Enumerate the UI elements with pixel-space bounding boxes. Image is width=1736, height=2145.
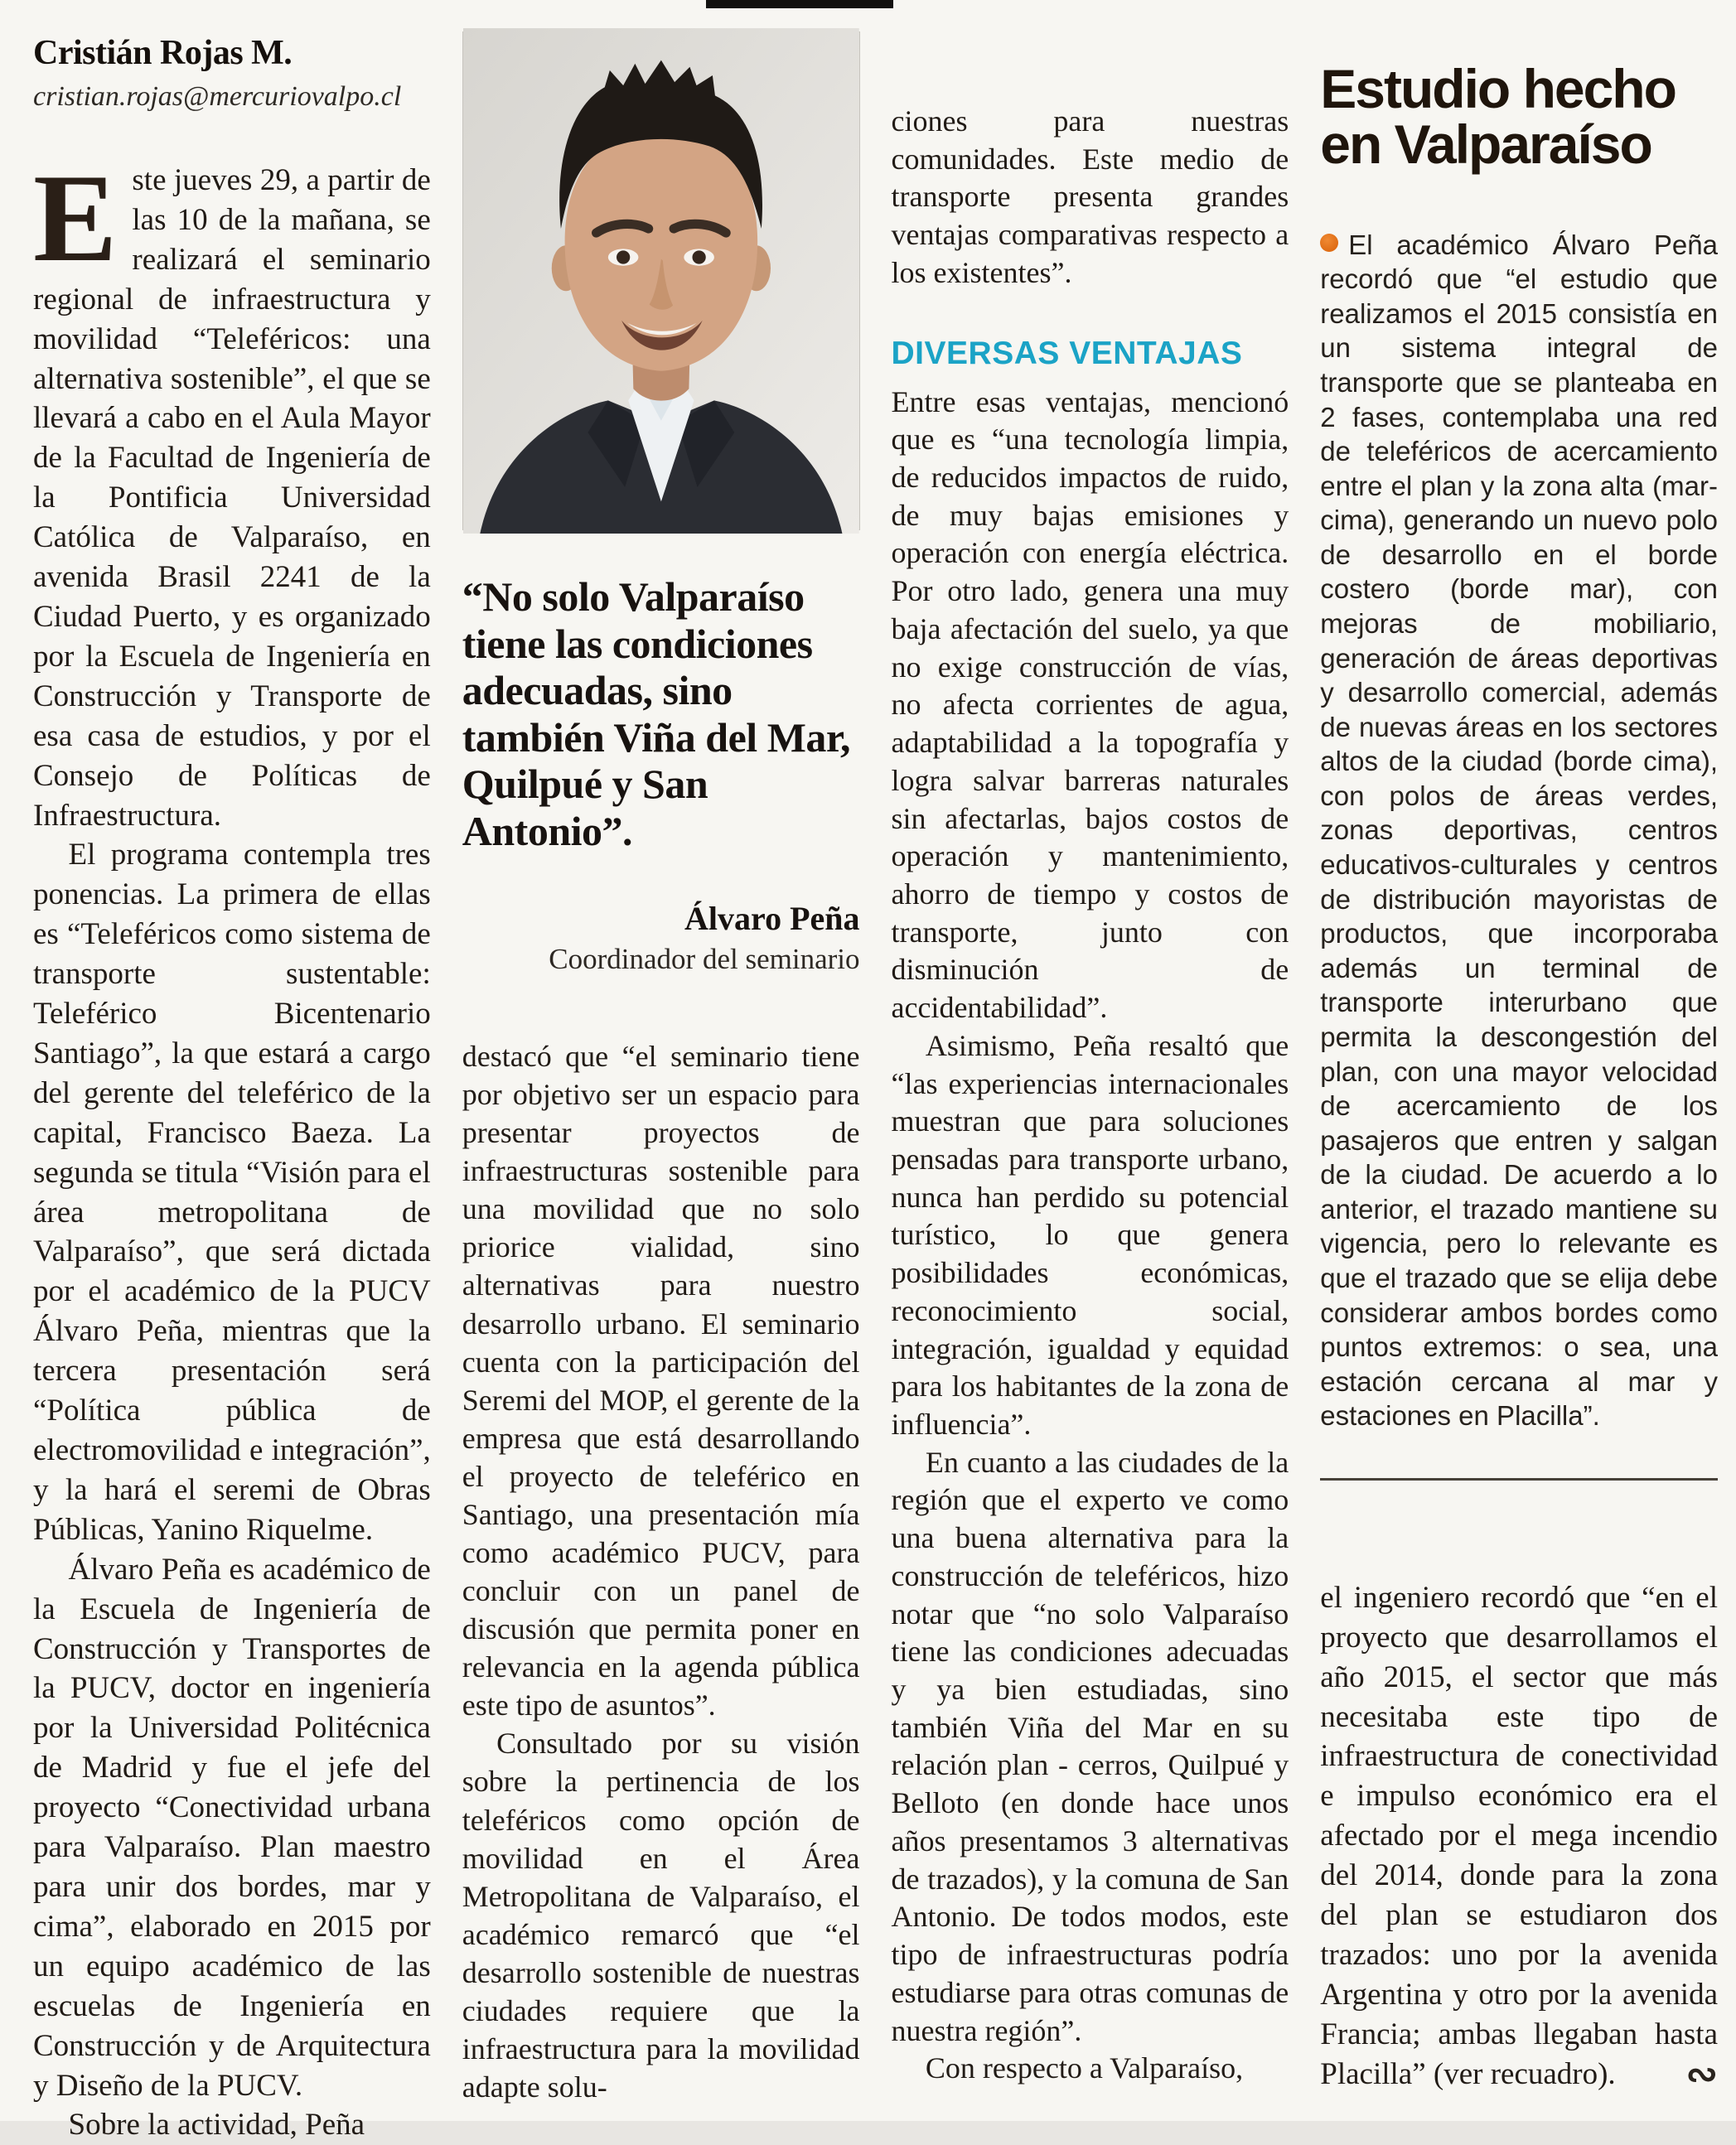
quote-author: Álvaro Peña: [684, 900, 860, 937]
article-paragraph: Con respecto a Valparaíso,: [925, 2051, 1244, 2085]
article-continuation: [1320, 1578, 1718, 2094]
bullet-icon: [1320, 234, 1338, 252]
sidebar-paragraph: [1320, 228, 1718, 1433]
pull-quote: “No solo Valparaíso tiene las condiciones adecuadas, sino también Viña del Mar, Quilpué y San Antonio”.: [462, 573, 850, 854]
article-paragraph: [33, 148, 431, 835]
sidebar-text: El académico Álvaro Peña recordó que “el estudio que realizamos el 2015 consistía en un sistema integral de transporte que se planteaba en 2 fases, contemplaba una red de teleféricos de acercamiento entre el plan y la zona alta (mar-cima), generando un nuevo polo de desarrollo en el borde costero (borde mar), con mejoras de mobiliario, generación de áreas deportivas y desarrollo comercial, además de nuevas áreas en los sectores altos de la ciudad (borde cima), con polos de áreas verdes, zonas deportivas, centros educativos-culturales y centros de distribución mayoristas de productos, que incorporaba además un terminal de transporte interurbano que permita la descongestión del plan, con una mayor velocidad de acercamiento de los pasajeros que entren y salgan de la ciudad. De acuerdo a lo anterior, el trazado mantiene su vigencia, pero lo relevante es que el trazado que se elija debe considerar ambos bordes como puntos extremos: o sea, una estación cercana al mar y estaciones en Placilla”.: [1320, 229, 1718, 1432]
paragraph-text: ste jueves 29, a partir de las 10 de la mañana, se realizará el seminario regional de infraestructura y movilidad “Teleféricos: una alternativa sostenible”, el que se llevará a cabo en el Aula Mayor de la Facultad de Ingeniería de la Pontificia Universidad Católica de Valparaíso, en avenida Brasil 2241 de la Ciudad Puerto, y es organizado por la Escuela de Ingeniería en Construcción y Transporte de esa casa de estudios, y por el Consejo de Políticas de Infraestructura.: [33, 163, 431, 833]
article-paragraph: destacó que “el seminario tiene por objetivo ser un espacio para presentar proyectos de infraestructuras sostenible para una movilidad que no solo priorice vialidad, sino alternativas para nuestro desarrollo urbano. El seminario cuenta con la participación del Seremi del MOP, el gerente de la empresa que está desarrollando el proyecto de teleférico en Santiago, una presentación mía como académico PUCV, para concluir con un panel de discusión que permita poner en relevancia en la agenda pública este tipo de asuntos”.: [462, 1040, 860, 1722]
column-3: [892, 22, 1289, 2145]
continuation-text: el ingeniero recordó que “en el proyecto que desarrollamos el año 2015, el sector que más necesitaba este tipo de infraestructura de conectividad e impulso económico era el afectado por el mega incendio del 2014, donde para la zona del plan se estudiaron dos trazados: uno por la avenida Argentina y otro por la avenida Francia; ambas llegaban hasta Placilla” (ver recuadro).: [1320, 1580, 1718, 2091]
article-paragraph: Asimismo, Peña resaltó que “las experiencias internacionales muestran que para soluciones pensadas para transporte urbano, nunca han perdido su potencial turístico, lo que genera posibilidades económicas, reconocimiento social, integración, igualdad y equidad para los habitantes de la zona de influencia”.: [891, 1028, 1289, 1441]
article-paragraph: El programa contempla tres ponencias. La primera de ellas es “Teleféricos como sistema de transporte sustentable: Teleférico Bicentenario Santiago”, la que estará a cargo del gerente del teleférico de la capital, Francisco Baeza. La segunda se titula “Visión para el área metropolitana de Valparaíso”, que será dictada por el académico de la PUCV Álvaro Peña, mientras que la tercera presentación será “Política pública de electromovilidad e integración”, y la hará el seremi de Obras Públicas, Yanino Riquelme.: [33, 838, 431, 1547]
quote-role: Coordinador del seminario: [549, 943, 860, 975]
article-paragraph: Álvaro Peña es académico de la Escuela de Ingeniería de Construcción y Transportes de la PUCV, doctor en ingeniería por la Universidad Politécnica de Madrid y fue el jefe del proyecto “Conectividad urbana para Valparaíso. Plan maestro para unir dos bordes, mar y cima”, elaborado en 2015 por un equipo académico de las escuelas de Ingeniería en Construcción y de Arquitectura y Diseño de la PUCV.: [33, 1552, 431, 2103]
article-paragraph: Entre esas ventajas, mencionó que es “una tecnología limpia, de reducidos impactos de ruido, de muy bajas emisiones y operación con energía eléctrica. Por otro lado, genera una muy baja afectación del suelo, ya que no exige construcción de vías, no afecta corrientes de agua, adaptabilidad a la topografía y logra salvar barreras naturales sin afectarlas, bajos costos de operación y mantenimiento, ahorro de tiempo y costos de transporte, junto con disminución de accidentabilidad”.: [891, 384, 1289, 1025]
sidebar-title: Estudio hecho en Valparaíso: [1320, 58, 1676, 176]
article-paragraph: Sobre la actividad, Peña: [68, 2108, 365, 2143]
portrait-photo: [462, 31, 860, 530]
drop-cap: E: [33, 148, 118, 287]
byline-email: cristian.rojas@mercuriovalpo.cl: [33, 81, 402, 112]
byline-author: Cristián Rojas M.: [33, 34, 293, 72]
column-1: [33, 22, 431, 2145]
column-4-sidebar: [1320, 22, 1718, 2145]
article-paragraph: ciones para nuestras comunidades. Este medio de transporte presenta grandes ventajas comparativas respecto a los existentes”.: [891, 104, 1289, 289]
article-paragraph: En cuanto a las ciudades de la región que el experto ve como una buena alternativa para la construcción de teleféricos, hizo notar que “no solo Valparaíso tiene las condiciones adecuadas y ya bien estudiadas, sino también Viña del Mar en su relación plan - cerros, Quilpué y Belloto (en donde hace unos años presentamos 3 alternativas de trazados), y la comuna de San Antonio. De todos modos, este tipo de infraestructuras podría estudiarse para otras comunas de nuestra región”.: [891, 1445, 1289, 2047]
section-subhead: DIVERSAS VENTAJAS: [891, 335, 1243, 371]
article-end-icon: ∾: [1685, 2051, 1718, 2096]
column-2: [462, 22, 860, 2145]
divider-rule: [1320, 1478, 1718, 1481]
article-paragraph: Consultado por su visión sobre la pertinencia de los teleféricos como opción de movilidad en el Área Metropolitana de Valparaíso, el académico remarcó que “el desarrollo sostenible de nuestras ciudades requiere que la infraestructura para la movilidad adapte solu-: [462, 1727, 860, 2104]
alvaro-pena-portrait-illustration: [463, 32, 859, 529]
